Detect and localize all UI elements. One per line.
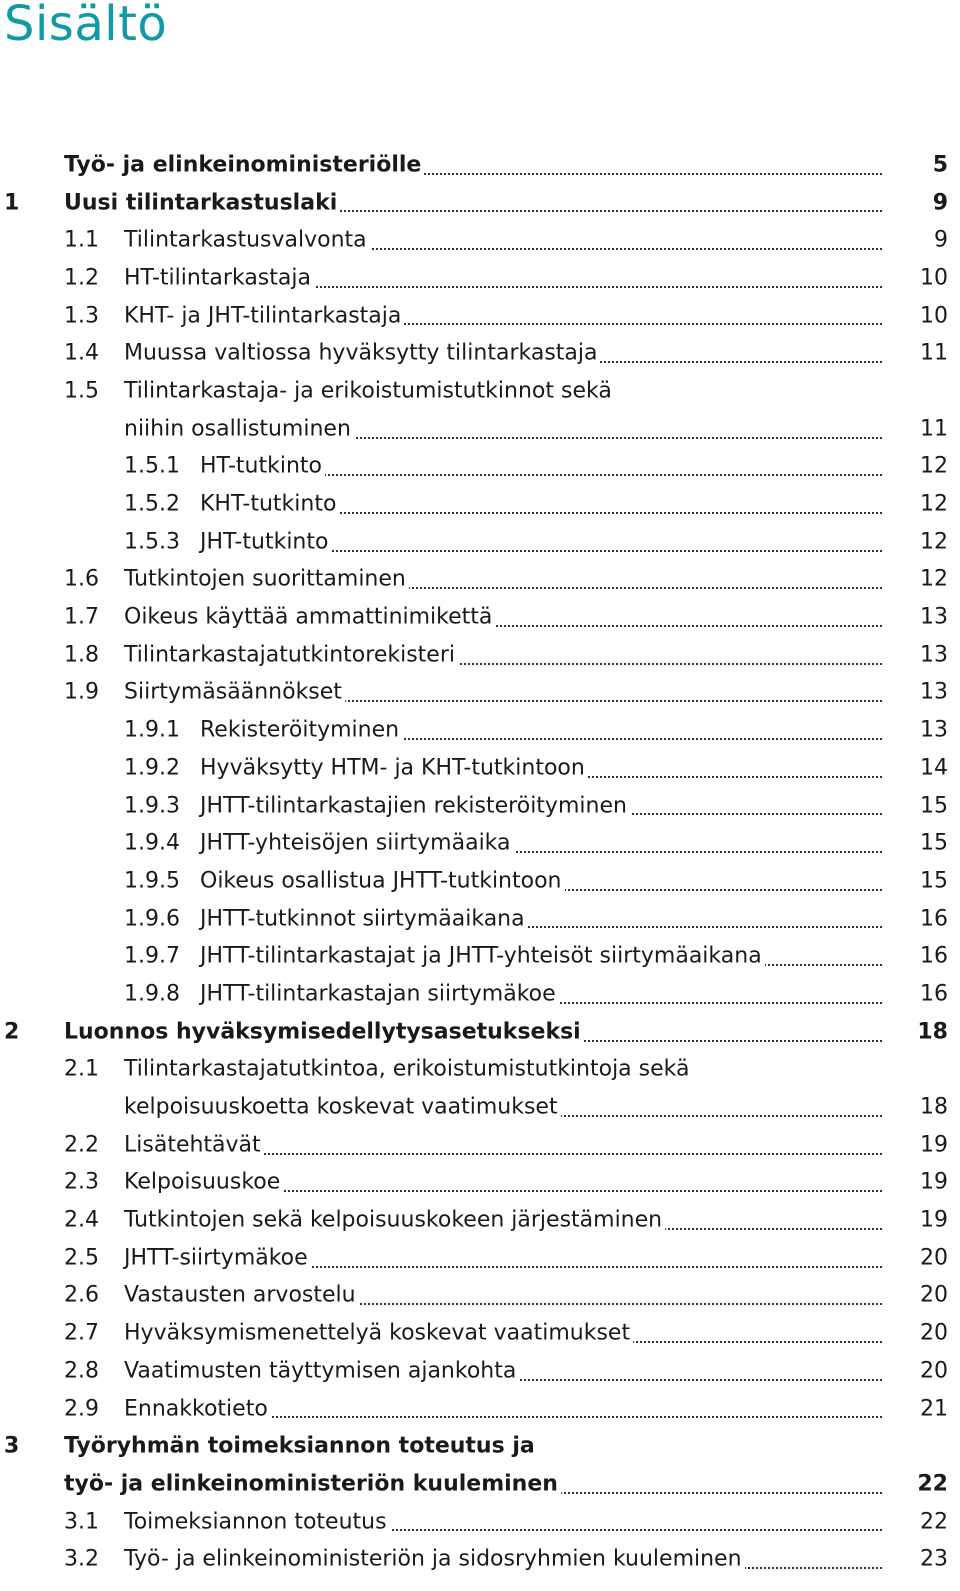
toc-entry[interactable] [0, 1201, 960, 1239]
toc-entry[interactable] [0, 334, 960, 372]
toc-entry-page-number: 22 [920, 1509, 948, 1535]
toc-entry[interactable] [0, 900, 960, 938]
toc-entry-title: Vastausten arvostelu [124, 1283, 359, 1308]
toc-entry[interactable] [0, 297, 960, 335]
toc-entry-title: niihin osallistuminen [124, 416, 354, 441]
toc-entry-title: Hyväksytty HTM- ja KHT-tutkintoon [200, 755, 588, 780]
toc-entry-title: Tilintarkastajatutkintorekisteri [124, 642, 458, 667]
toc-entry-number: 2.3 [64, 1169, 99, 1195]
toc-entry-title: Vaatimusten täyttymisen ajankohta [124, 1358, 519, 1383]
toc-entry[interactable] [0, 485, 960, 523]
toc-entry[interactable] [0, 636, 960, 674]
toc-entry[interactable] [0, 146, 960, 184]
toc-entry-number: 2.8 [64, 1358, 99, 1384]
toc-entry-number: 3.1 [64, 1509, 99, 1535]
toc-entry-page-number: 15 [920, 793, 948, 819]
toc-entry-page-number: 16 [920, 943, 948, 969]
toc-entry[interactable] [0, 862, 960, 900]
toc-entry-page-number: 15 [920, 830, 948, 856]
toc-entry-number: 2.5 [64, 1245, 99, 1271]
toc-entry-page-number: 16 [920, 981, 948, 1007]
toc-entry-page-number: 12 [920, 529, 948, 555]
toc-entry-number: 1.2 [64, 265, 99, 291]
toc-entry-title: JHTT-siirtymäkoe [124, 1245, 311, 1270]
toc-entry-title: HT-tilintarkastaja [124, 265, 314, 290]
toc-entry-number: 1.5.1 [124, 453, 180, 479]
toc-entry-page-number: 14 [920, 755, 948, 781]
toc-entry-page-number: 11 [920, 340, 948, 366]
toc-entry[interactable] [0, 410, 960, 448]
toc-entry-page-number: 19 [920, 1132, 948, 1158]
toc-entry-title: Työryhmän toimeksiannon toteutus ja [64, 1434, 538, 1459]
toc-entry-title: Oikeus osallistua JHTT-tutkintoon [200, 868, 565, 893]
toc-entry[interactable] [0, 1164, 960, 1202]
toc-entry-number: 1.9.6 [124, 906, 180, 932]
toc-entry[interactable] [0, 598, 960, 636]
toc-entry-page-number: 20 [920, 1358, 948, 1384]
toc-entry-number: 1.9.4 [124, 830, 180, 856]
toc-entry-page-number: 19 [920, 1169, 948, 1195]
toc-entry[interactable] [0, 184, 960, 222]
toc-entry-title: Toimeksiannon toteutus [124, 1509, 390, 1534]
toc-entry-number: 1.4 [64, 340, 99, 366]
toc-entry-title: KHT-tutkinto [200, 492, 339, 517]
toc-entry[interactable] [0, 561, 960, 599]
toc-entry[interactable] [0, 1503, 960, 1541]
toc-entry-page-number: 22 [917, 1471, 948, 1497]
toc-entry-number: 1.9.5 [124, 868, 180, 894]
toc-entry-page-number: 23 [920, 1546, 948, 1572]
toc-entry-page-number: 16 [920, 906, 948, 932]
toc-entry-page-number: 13 [920, 642, 948, 668]
toc-entry-page-number: 12 [920, 453, 948, 479]
toc-entry-number: 2.2 [64, 1132, 99, 1158]
toc-entry-title: Lisätehtävät [124, 1132, 264, 1157]
toc-entry[interactable] [0, 221, 960, 259]
table-of-contents [0, 146, 960, 1578]
toc-entry[interactable] [0, 1277, 960, 1315]
toc-entry-page-number: 19 [920, 1207, 948, 1233]
toc-entry-page-number: 9 [934, 227, 948, 253]
toc-entry-page-number: 20 [920, 1282, 948, 1308]
toc-entry-title: Oikeus käyttää ammattinimikettä [124, 605, 495, 630]
toc-entry-title: Siirtymäsäännökset [124, 680, 345, 705]
toc-entry-title: Kelpoisuuskoe [124, 1170, 283, 1195]
toc-entry-page-number: 18 [920, 1094, 948, 1120]
toc-entry-title: JHTT-tilintarkastajien rekisteröityminen [200, 793, 630, 818]
toc-entry[interactable] [0, 1352, 960, 1390]
toc-entry-page-number: 13 [920, 717, 948, 743]
toc-entry-number: 2.9 [64, 1396, 99, 1422]
toc-entry-title: JHTT-tilintarkastajat ja JHTT-yhteisöt siirtymäaikana [200, 944, 765, 969]
toc-entry[interactable] [0, 749, 960, 787]
toc-entry[interactable] [0, 674, 960, 712]
toc-entry-title: JHTT-tutkinnot siirtymäaikana [200, 906, 528, 931]
toc-entry-number: 1.5.2 [124, 491, 180, 517]
toc-entry-title: Rekisteröityminen [200, 718, 402, 743]
toc-entry-title: kelpoisuuskoetta koskevat vaatimukset [124, 1095, 561, 1120]
toc-entry-number: 2.4 [64, 1207, 99, 1233]
toc-entry-title: Työ- ja elinkeinoministeriölle [64, 152, 424, 177]
toc-entry-number: 1.5 [64, 378, 99, 404]
toc-entry-number: 1.9.7 [124, 943, 180, 969]
toc-entry-number: 1.9.2 [124, 755, 180, 781]
toc-entry[interactable] [0, 1239, 960, 1277]
toc-entry-number: 1.8 [64, 642, 99, 668]
toc-entry-title: Tilintarkastaja- ja erikoistumistutkinnot sekä [124, 378, 615, 403]
toc-entry-title: HT-tutkinto [200, 454, 325, 479]
toc-entry[interactable] [0, 448, 960, 486]
toc-entry-page-number: 13 [920, 679, 948, 705]
toc-entry-title: JHTT-yhteisöjen siirtymäaika [200, 831, 514, 856]
toc-entry-number: 1.3 [64, 303, 99, 329]
toc-entry-title: työ- ja elinkeinoministeriön kuuleminen [64, 1471, 561, 1496]
toc-entry-number: 3.2 [64, 1546, 99, 1572]
toc-entry-number: 1.9.3 [124, 793, 180, 819]
toc-entry-title: Tutkintojen sekä kelpoisuuskokeen järjestäminen [124, 1208, 665, 1233]
toc-entry[interactable] [0, 787, 960, 825]
toc-entry-title: Tutkintojen suorittaminen [124, 567, 409, 592]
toc-entry-title: KHT- ja JHT-tilintarkastaja [124, 303, 404, 328]
toc-entry-title: Tilintarkastajatutkintoa, erikoistumistutkintoja sekä [124, 1057, 693, 1082]
toc-entry-title: Uusi tilintarkastuslaki [64, 190, 340, 215]
toc-entry-number: 1.1 [64, 227, 99, 253]
toc-entry[interactable] [0, 824, 960, 862]
toc-entry[interactable] [0, 1013, 960, 1051]
toc-entry-page-number: 11 [920, 416, 948, 442]
toc-entry-number: 1.9.8 [124, 981, 180, 1007]
page-title: Sisältö [4, 0, 168, 52]
toc-entry-number: 3 [4, 1433, 20, 1459]
toc-entry-title: Tilintarkastusvalvonta [124, 228, 370, 253]
toc-entry-title: JHT-tutkinto [200, 529, 331, 554]
toc-entry[interactable] [0, 975, 960, 1013]
toc-entry-page-number: 15 [920, 868, 948, 894]
toc-entry-number: 2.1 [64, 1056, 99, 1082]
toc-entry-number: 2.6 [64, 1282, 99, 1308]
toc-entry-number: 1.9.1 [124, 717, 180, 743]
toc-entry[interactable] [0, 1088, 960, 1126]
toc-entry-title: JHTT-tilintarkastajan siirtymäkoe [200, 981, 559, 1006]
toc-entry[interactable] [0, 523, 960, 561]
toc-entry-number: 1 [4, 190, 20, 216]
toc-entry[interactable] [0, 1390, 960, 1428]
toc-entry-number: 2.7 [64, 1320, 99, 1346]
toc-entry-page-number: 18 [917, 1019, 948, 1045]
toc-entry[interactable] [0, 1314, 960, 1352]
toc-entry-number: 1.5.3 [124, 529, 180, 555]
toc-entry[interactable] [0, 937, 960, 975]
toc-entry-title: Hyväksymismenettelyä koskevat vaatimukset [124, 1321, 633, 1346]
toc-entry-page-number: 12 [920, 491, 948, 517]
toc-entry[interactable] [0, 1540, 960, 1578]
toc-entry[interactable] [0, 1465, 960, 1503]
toc-entry-number: 1.6 [64, 566, 99, 592]
toc-entry-page-number: 5 [932, 152, 948, 178]
toc-entry[interactable] [0, 372, 960, 410]
toc-entry-title: Työ- ja elinkeinoministeriön ja sidosryhmien kuuleminen [124, 1547, 745, 1572]
toc-entry[interactable] [0, 711, 960, 749]
toc-entry[interactable] [0, 1126, 960, 1164]
toc-entry-page-number: 9 [932, 190, 948, 216]
toc-entry[interactable] [0, 1427, 960, 1465]
toc-entry-title: Ennakkotieto [124, 1396, 271, 1421]
toc-entry[interactable] [0, 259, 960, 297]
toc-entry-page-number: 20 [920, 1245, 948, 1271]
toc-entry-page-number: 21 [920, 1396, 948, 1422]
toc-entry-page-number: 13 [920, 604, 948, 630]
toc-entry-number: 1.7 [64, 604, 99, 630]
toc-entry-page-number: 10 [920, 303, 948, 329]
toc-entry[interactable] [0, 1051, 960, 1089]
toc-entry-page-number: 10 [920, 265, 948, 291]
toc-entry-page-number: 20 [920, 1320, 948, 1346]
toc-entry-number: 2 [4, 1019, 20, 1045]
toc-entry-number: 1.9 [64, 679, 99, 705]
toc-entry-title: Luonnos hyväksymisedellytysasetukseksi [64, 1019, 584, 1044]
toc-entry-page-number: 12 [920, 566, 948, 592]
toc-entry-title: Muussa valtiossa hyväksytty tilintarkastaja [124, 341, 600, 366]
